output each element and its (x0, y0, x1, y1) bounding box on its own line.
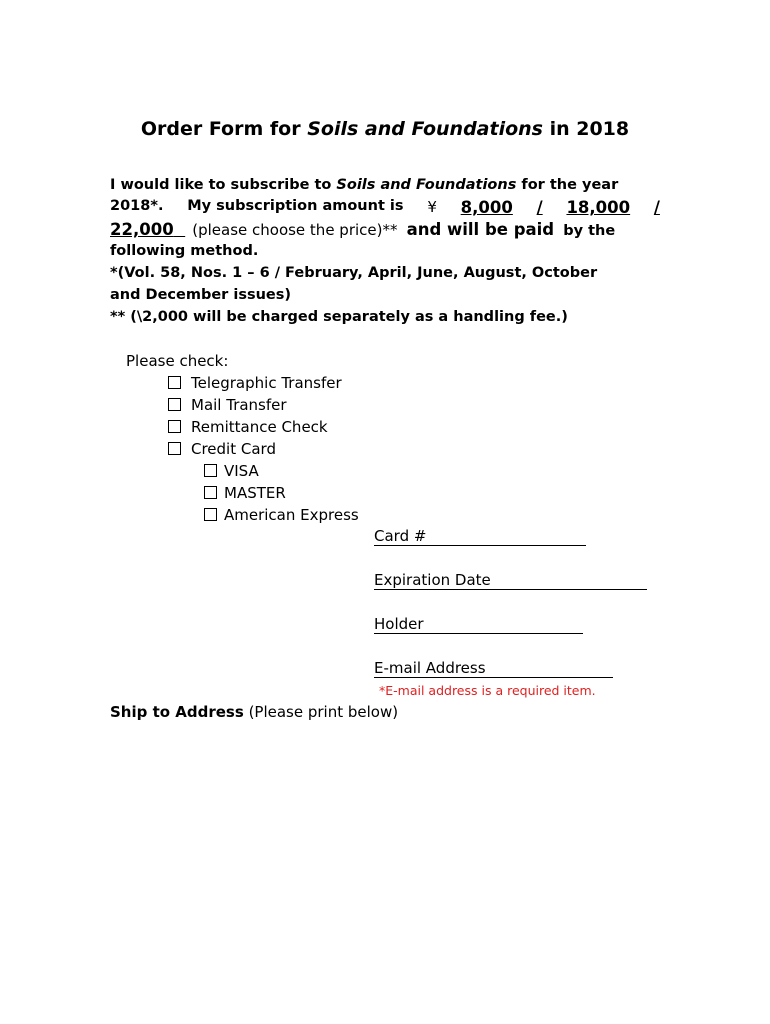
handling-fee-note: ** (\2,000 will be charged separately as a handling fee.) (110, 309, 568, 325)
checkbox-icon[interactable] (168, 376, 181, 389)
price-option-1[interactable]: 8,000 (460, 198, 513, 217)
card-number-field[interactable] (374, 528, 586, 546)
expiration-date-label: Expiration Date (374, 571, 491, 589)
title-prefix: Order Form for (140, 118, 308, 140)
intro-line-4: following method. (110, 243, 259, 259)
price-separator-1: / (536, 198, 543, 217)
price-option-2[interactable]: 18,000 (566, 198, 631, 217)
checkbox-icon[interactable] (168, 442, 181, 455)
volume-note: *(Vol. 58, Nos. 1 – 6 / February, April, June, August, October (110, 265, 598, 281)
ship-to-address-label: Ship to Address (110, 703, 244, 721)
email-required-note: *E-mail address is a required item. (379, 683, 596, 698)
holder-field[interactable] (374, 616, 583, 634)
form-title (0, 118, 770, 140)
subscription-amount-label: My subscription amount is (187, 198, 404, 214)
intro-text-b: for the year (516, 177, 619, 193)
intro-text-a: I would like to subscribe to (110, 177, 337, 193)
paid-text: and will be paid (406, 220, 555, 239)
option-mail-transfer[interactable]: Mail Transfer (168, 396, 287, 414)
option-american-express[interactable]: American Express (204, 506, 359, 524)
option-credit-card[interactable]: Credit Card (168, 440, 276, 458)
option-master[interactable]: MASTER (204, 484, 286, 502)
checkbox-icon[interactable] (168, 398, 181, 411)
price-choose-note: (please choose the price)** (192, 221, 398, 239)
option-telegraphic-transfer[interactable]: Telegraphic Transfer (168, 374, 342, 392)
price-option-3[interactable]: 22,000 (110, 220, 174, 239)
please-check-label: Please check: (126, 352, 229, 370)
expiration-date-field[interactable] (374, 572, 647, 590)
ship-to-address-instruction: (Please print below) (243, 703, 399, 721)
email-address-field[interactable] (374, 660, 613, 678)
by-the-text: by the (563, 223, 616, 239)
intro-line-2 (110, 198, 660, 217)
checkbox-icon[interactable] (168, 420, 181, 433)
email-address-label: E-mail Address (374, 659, 486, 677)
yen-symbol: ¥ (427, 198, 437, 216)
title-suffix: in 2018 (542, 118, 630, 140)
card-number-label: Card # (374, 527, 427, 545)
volume-note-cont: and December issues) (110, 287, 292, 303)
intro-line-3 (110, 220, 660, 239)
year-note: 2018*. (110, 198, 164, 214)
option-visa[interactable]: VISA (204, 462, 259, 480)
intro-journal: Soils and Foundations (336, 177, 517, 193)
checkbox-icon[interactable] (204, 508, 217, 521)
ship-to-address (110, 703, 398, 721)
option-remittance-check[interactable]: Remittance Check (168, 418, 328, 436)
price-separator-2: / (653, 198, 660, 217)
intro-line-1 (110, 177, 618, 193)
title-journal: Soils and Foundations (307, 118, 543, 140)
checkbox-icon[interactable] (204, 486, 217, 499)
checkbox-icon[interactable] (204, 464, 217, 477)
holder-label: Holder (374, 615, 424, 633)
